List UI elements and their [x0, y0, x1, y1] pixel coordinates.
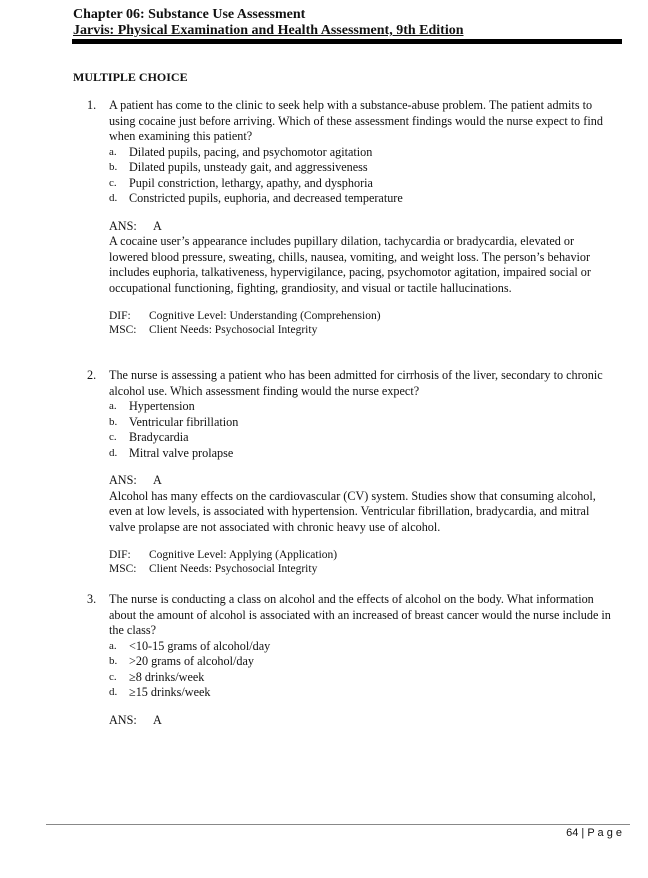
option-text: ≥8 drinks/week — [129, 669, 205, 684]
question-2 — [87, 368, 614, 576]
book-title: Jarvis: Physical Examination and Health Assessment, 9th Edition — [73, 23, 464, 38]
option-text: ≥15 drinks/week — [129, 685, 211, 699]
option-text: Dilated pupils, unsteady gait, and aggressiveness — [129, 160, 368, 174]
option-text: Constricted pupils, euphoria, and decreased temperature — [129, 191, 403, 205]
option-letter: a. — [109, 145, 117, 158]
option-a — [109, 145, 614, 161]
question-stem: A patient has come to the clinic to seek help with a substance-abuse problem. The patient admits to using cocaine just before arriving. Which of these assessment findings would the nurse expect to find when examining this patient? — [109, 98, 603, 143]
answer-label: ANS: — [109, 712, 137, 727]
chapter-title: Chapter 06: Substance Use Assessment — [73, 7, 306, 22]
answer-label: ANS: — [109, 218, 137, 233]
option-letter: d. — [109, 446, 118, 459]
dif-label: DIF: — [109, 549, 131, 562]
question-3 — [87, 592, 614, 728]
option-text: <10-15 grams of alcohol/day — [129, 638, 271, 653]
option-c — [109, 670, 614, 686]
option-list — [109, 639, 614, 701]
option-letter: c. — [109, 431, 117, 443]
question-stem: The nurse is conducting a class on alcohol and the effects of alcohol on the body. What information about the amount of alcohol is associated with an increased of breast cancer would the nurse include in the class? — [109, 592, 611, 637]
option-letter: b. — [109, 161, 118, 173]
msc-label: MSC: — [109, 563, 137, 576]
question-number: 3. — [87, 592, 97, 606]
option-b — [109, 654, 614, 670]
option-a — [109, 639, 614, 655]
option-letter: c. — [109, 670, 117, 683]
option-letter: a. — [109, 400, 117, 412]
option-c — [109, 176, 614, 192]
dif-value: Cognitive Level: Applying (Application) — [149, 549, 338, 562]
option-letter: a. — [109, 639, 117, 652]
option-text: Dilated pupils, pacing, and psychomotor agitation — [129, 144, 373, 159]
question-1 — [87, 98, 614, 337]
answer-value: A — [153, 473, 162, 488]
option-letter: d. — [109, 686, 118, 698]
dif-value: Cognitive Level: Understanding (Comprehension) — [149, 310, 381, 323]
rationale: A cocaine user’s appearance includes pupillary dilation, tachycardia or bradycardia, elevated or lowered blood pressure, sweating, chills, nausea, vomiting, and weight loss. The person’s behavior includes euphoria, talkativeness, hypervigilance, pacing, psychomotor agitation, impaired social or occupational functioning, fighting, grandiosity, and visual or tactile hallucinations. — [109, 234, 591, 295]
option-letter: b. — [109, 415, 118, 428]
option-c — [109, 430, 614, 446]
option-list — [109, 399, 614, 461]
msc-value: Client Needs: Psychosocial Integrity — [149, 563, 318, 576]
option-text: Mitral valve prolapse — [129, 445, 234, 460]
question-metadata — [109, 548, 614, 576]
msc-value: Client Needs: Psychosocial Integrity — [149, 324, 318, 337]
option-letter: b. — [109, 655, 118, 667]
answer-value: A — [153, 218, 162, 233]
option-list — [109, 145, 614, 207]
answer-line — [109, 219, 614, 235]
option-a — [109, 399, 614, 415]
answer-label: ANS: — [109, 473, 137, 488]
option-text: Hypertension — [129, 399, 195, 413]
option-b — [109, 160, 614, 176]
rationale: Alcohol has many effects on the cardiovascular (CV) system. Studies show that consuming alcohol, even at low levels, is associated with hypertension. Ventricular fibrillation, bradycardia, and mitral valve prolapse are not associated with chronic heavy use of alcohol. — [109, 488, 596, 534]
question-number: 1. — [87, 98, 97, 112]
option-text: Pupil constriction, lethargy, apathy, and dysphoria — [129, 175, 373, 190]
option-d — [109, 685, 614, 701]
option-b — [109, 415, 614, 431]
msc-label: MSC: — [109, 324, 137, 337]
option-d — [109, 191, 614, 207]
section-title: MULTIPLE CHOICE — [73, 70, 188, 84]
question-number: 2. — [87, 368, 97, 382]
question-stem: The nurse is assessing a patient who has been admitted for cirrhosis of the liver, secondary to chronic alcohol use. Which assessment finding would the nurse expect? — [109, 368, 603, 398]
answer-line — [109, 473, 614, 489]
option-text: Bradycardia — [129, 430, 189, 444]
question-metadata — [109, 309, 614, 337]
answer-value: A — [153, 712, 162, 727]
dif-label: DIF: — [109, 310, 131, 323]
page-number: 64 | P a g e — [566, 827, 622, 839]
option-letter: d. — [109, 192, 118, 204]
footer-rule — [46, 824, 630, 825]
header-rule — [72, 39, 622, 44]
option-text: >20 grams of alcohol/day — [129, 654, 254, 668]
option-text: Ventricular fibrillation — [129, 414, 239, 429]
option-letter: c. — [109, 176, 117, 189]
option-d — [109, 446, 614, 462]
answer-line — [109, 713, 614, 729]
